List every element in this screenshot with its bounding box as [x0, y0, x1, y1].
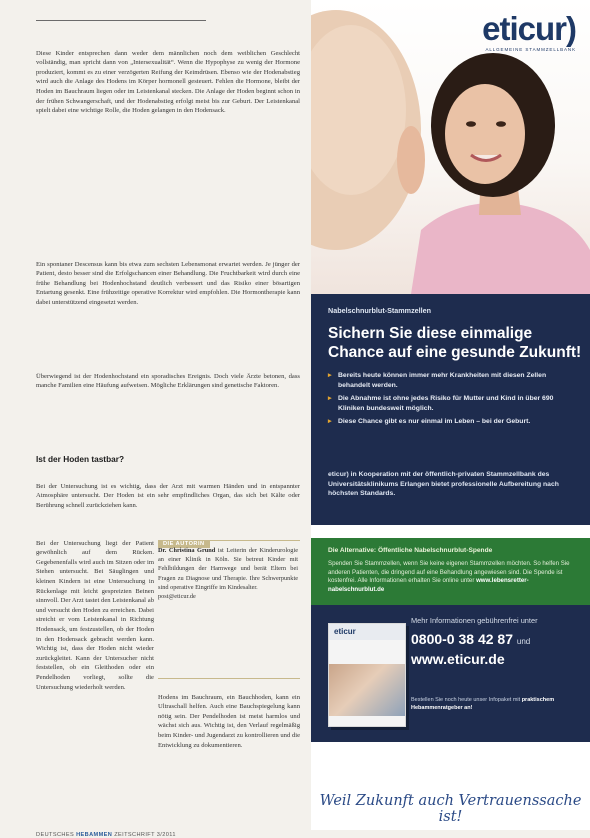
donation-text: Spenden Sie Stammzellen, wenn Sie keine eigenen Stammzellen möchten. So helfen Sie anderen Patienten, die dringend auf eine Behandlung angewiesen sind. Die Spende ist kostenfrei. [328, 560, 570, 585]
bullet-icon: ▸ [328, 372, 332, 379]
article-paragraph-1: Diese Kinder entsprechen dann weder dem männlichen noch dem weiblichen Geschlecht vollständig, man spricht dann von „Intersexualität“. Wenn die Hypophyse zu wenig der Hormone produziert, kommt es zu einer verzögerten Reifung der Keimdrüsen. Ebenso wie der Hodenabstieg wird auch die Anlage des Hodens im Körper hormonell gesteuert. Fehlen die Hormone, bleibt der Hoden im Bauchraum liegen oder im Leistenkanal stecken. Die Anlage der Hoden beginnt schon in der frühen Schwangerschaft, und der Hodenabstieg erfolgt meist bis zur Geburt. Der Leistenkanal spielt dabei eine wichtige Rolle, die Hoden gelangen in den Hodensack. [36, 49, 300, 115]
ad-photo-pregnant-woman [311, 0, 590, 294]
article-paragraph-6: Hodens im Bauchraum, ein Bauchhoden, kann ein Ultraschall helfen. Auch eine Bauchspiegelung kann nötig sein. Der Pendelhoden ist meist harmlos und wächst sich aus. Wichtig ist, den Verlauf regelmäßig beim Kinder- und Jugendarzt zu kontrollieren und die Entwicklung zu dokumentieren. [158, 693, 300, 749]
book-logo: eticur [334, 627, 356, 636]
author-box-tab: DIE AUTORIN [158, 540, 210, 548]
donation-title: Die Alternative: Öffentliche Nabelschnurblut-Spende [328, 547, 493, 554]
author-box-top-rule [158, 540, 300, 541]
donation-link[interactable]: www.lebensretter-nabelschnurblut.de [328, 577, 529, 594]
footer-prefix: DEUTSCHES [36, 832, 75, 838]
donation-link-intro: Alle Informationen erhalten Sie online unter [357, 577, 475, 585]
benefit-item [328, 394, 580, 413]
ad-kicker: Nabelschnurblut-Stammzellen [328, 306, 432, 315]
article-paragraph-4: Bei der Untersuchung ist es wichtig, dass der Arzt mit warmen Händen und in entspannter Atmosphäre untersucht. Der Hoden ist ein sehr empfindliches Organ, das sich bei Kälte oder Berührung schnell zurückziehen kann. [36, 482, 300, 509]
author-box [158, 532, 300, 680]
logo-subtitle: ALLGEMEINE STAMMZELLBANK [485, 47, 576, 52]
page-footer [36, 832, 176, 838]
eticur-logo [482, 12, 576, 52]
website-link[interactable]: www.eticur.de [411, 651, 505, 667]
contact-intro: Mehr Informationen gebührenfrei unter [411, 616, 538, 625]
bullet-icon: ▸ [328, 418, 332, 426]
benefit-list [328, 371, 580, 431]
top-divider [36, 20, 206, 21]
donation-body [328, 560, 580, 595]
info-package-book [328, 623, 406, 727]
article-column [36, 20, 300, 838]
author-box-bottom-rule [158, 678, 300, 679]
advertisement [311, 0, 590, 830]
book-cover-photo [329, 664, 405, 716]
footer-issue: ZEITSCHRIFT 3/2011 [114, 832, 176, 838]
contact-panel [311, 605, 590, 742]
ad-tagline: Weil Zukunft auch Vertrauenssache ist! [319, 793, 582, 825]
ad-headline: Sichern Sie diese einmalige Chance auf eine gesunde Zukunft! [328, 325, 582, 361]
benefit-item [328, 417, 580, 427]
order-bold: praktischem Hebammenratgeber an! [411, 697, 555, 711]
author-bio-text: ist Leiterin der Kinderurologie an einer Klinik in Köln. Sie betreut Kinder mit Fehlbildungen der Harnwege und berät Eltern bei Fragen zu Diagnose und Therapie. Ihre Schwerpunkte sind operative Eingriffe im Kindesalter. [158, 547, 298, 591]
article-subheading: Ist der Hoden tastbar? [36, 454, 125, 464]
benefit-item [328, 371, 580, 390]
article-paragraph-5: Bei der Untersuchung liegt der Patient gewöhnlich auf dem Rücken. Gegebenenfalls wird auch im Sitzen oder im Stehen untersucht. Bei Säuglingen und kleinen Kindern ist eine Untersuchung in Rückenlage mit leicht gespreizten Beinen sinnvoll. Der Arzt tastet den Leistenkanal ab und versucht den Hoden zu erreichen. Dabei streicht er vom Leistenkanal in Richtung Hodensack, um festzustellen, ob der Hoden in den Hodensack gebracht werden kann. Wichtig ist, dass der Hoden nicht wieder zurückgleitet. Kann der Untersucher nicht feststellen, ob ein Gleithoden oder ein Pendelhoden vorliegt, sollte die Untersuchung wiederholt werden. [36, 539, 154, 691]
article-paragraph-2: Ein spontaner Descensus kann bis etwa zum sechsten Lebensmonat erwartet werden. Je jünger der Patient, desto besser sind die Erfolgschancen einer Behandlung. Die Fruchtbarkeit wird durch eine frühe Behandlung bei Hodenhochstand deutlich verbessert und das Risiko einer bösartigen Entartung gesenkt. Eine frühzeitige operative Korrektur wird empfohlen. Die Hormontherapie kann dabei unterstützend eingesetzt werden. [36, 260, 300, 306]
bullet-icon: ▸ [328, 395, 332, 403]
author-email: post@eticur.de [158, 593, 196, 601]
footer-magazine: HEBAMMEN [76, 832, 113, 838]
partner-text: eticur) in Kooperation mit der öffentlich-privaten Stammzellbank des Universitätsklinikums Erlangen bietet professionelle Aufbereitung nach höchsten Standards. [328, 471, 559, 498]
benefit-text: Diese Chance gibt es nur einmal im Leben – bei der Geburt. [338, 418, 531, 426]
order-intro: Bestellen Sie noch heute unser Infopaket mit [411, 697, 521, 703]
article-paragraph-3: Überwiegend ist der Hodenhochstand ein sporadisches Ereignis. Doch viele Ärzte betonen, dass manche Familien eine Häufung aufweisen. Mögliche Erklärungen sind genetische Faktoren. [36, 372, 300, 390]
phone-suffix: und [516, 637, 531, 646]
author-name: Dr. Christina Grund [158, 547, 216, 554]
logo-wordmark: eticur) [482, 10, 576, 47]
hotline-number[interactable] [411, 631, 530, 647]
donation-panel [311, 538, 590, 614]
benefit-text: Bereits heute können immer mehr Krankheiten mit diesen Zellen behandelt werden. [338, 372, 547, 389]
author-bio [158, 546, 298, 601]
order-text [411, 697, 581, 712]
benefit-text: Die Abnahme ist ohne jedes Risiko für Mutter und Kind in über 690 Kliniken bundesweit möglich. [338, 395, 554, 412]
benefits-panel [311, 294, 590, 525]
phone-number: 0800-0 38 42 87 [411, 631, 513, 647]
